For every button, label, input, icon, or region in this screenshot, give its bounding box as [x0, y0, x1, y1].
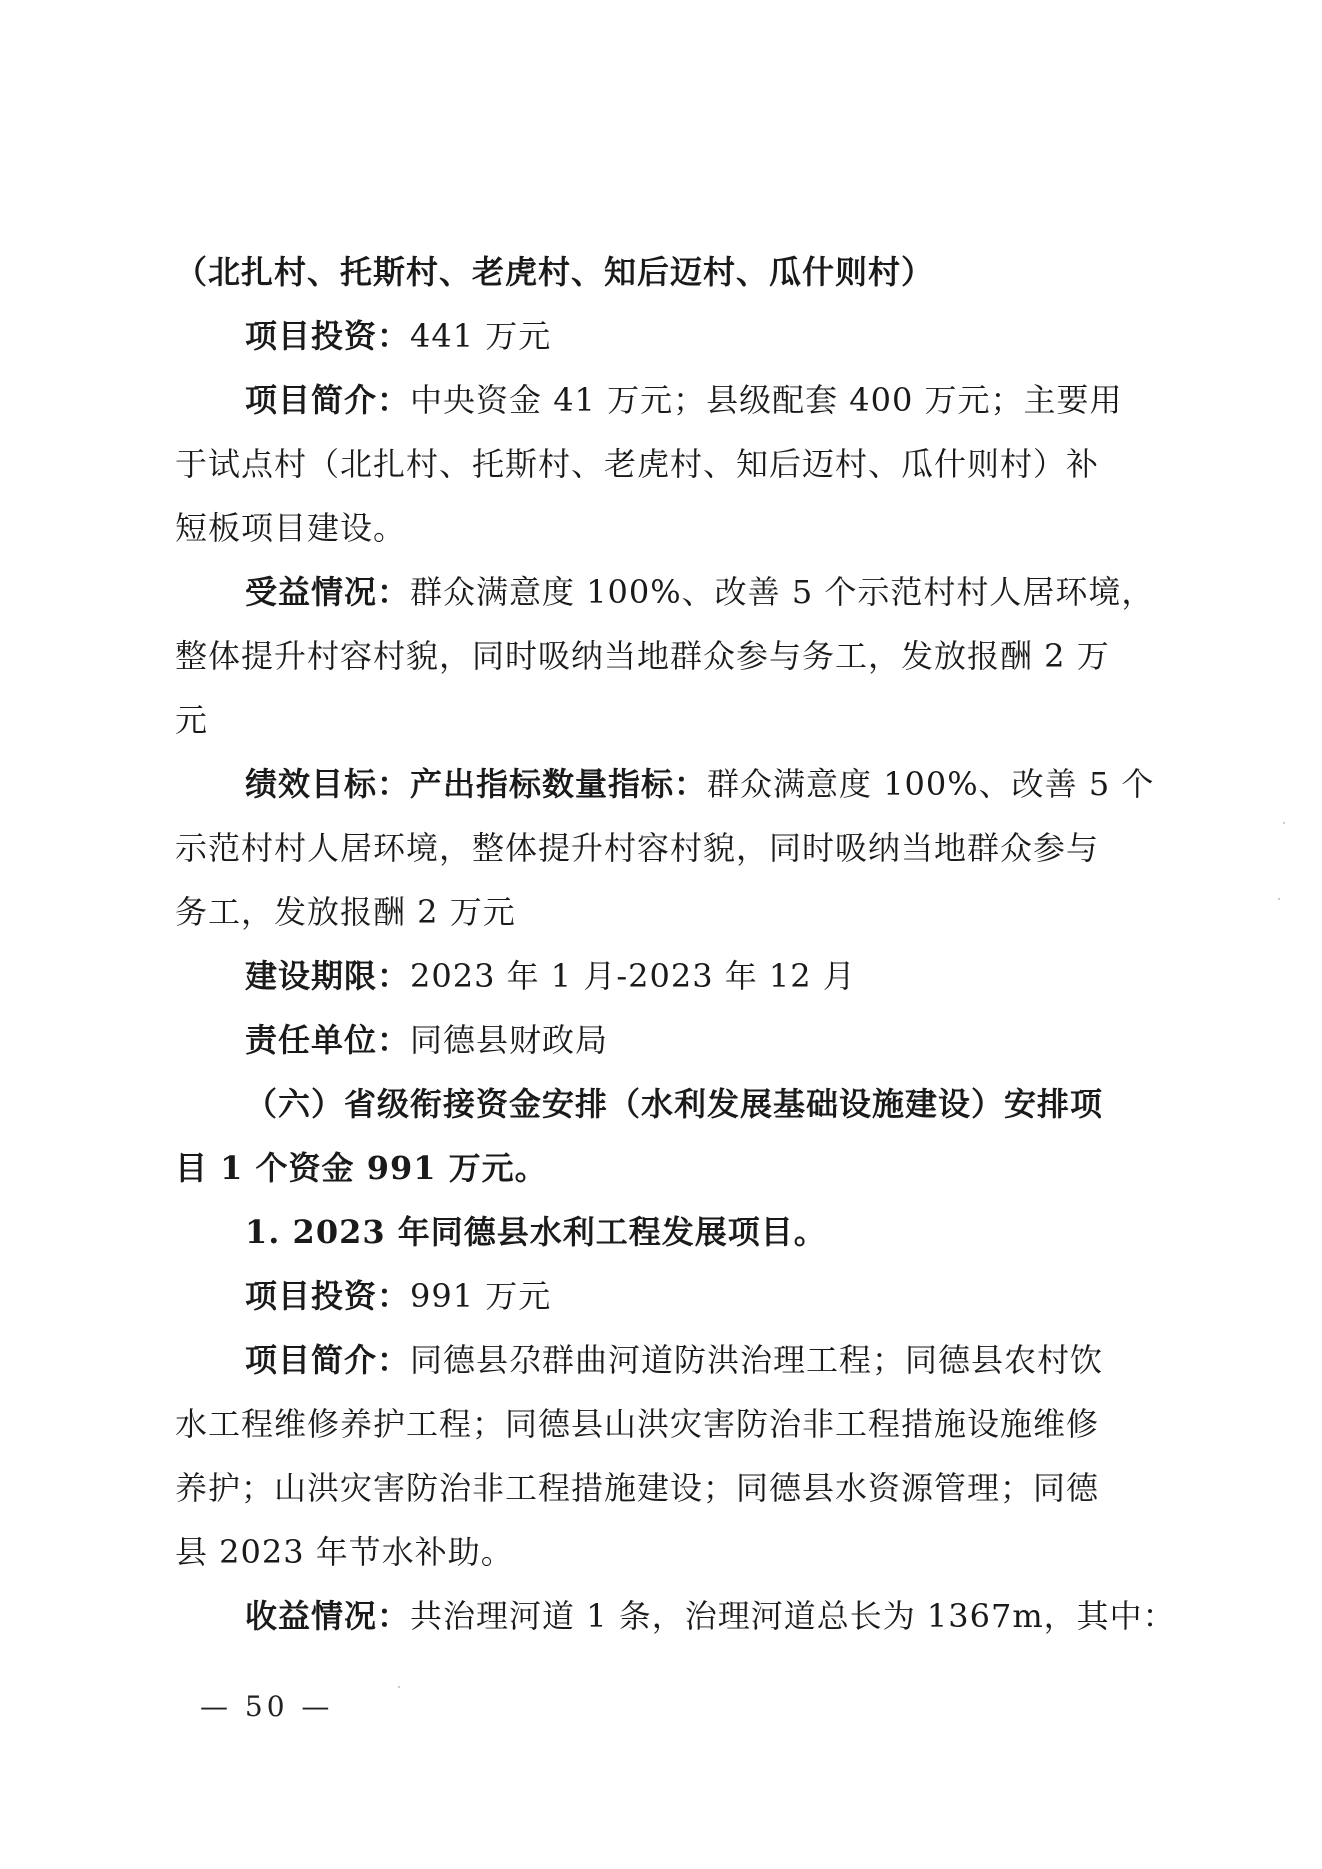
benefit-line-1 — [175, 560, 1165, 624]
scan-speck — [1278, 898, 1280, 900]
investment-value: 441 万元 — [410, 317, 552, 355]
body-text — [175, 240, 1176, 1648]
benefit-line-2 — [175, 624, 1165, 688]
income-label: 收益情况： — [245, 1597, 411, 1635]
target-line-3 — [175, 880, 1165, 944]
summary-value: 同德县尕群曲河道防洪治理工程；同德县农村饮 — [410, 1341, 1104, 1379]
summary-line-3 — [175, 496, 1165, 560]
summary-continuation: 于试点村（北扎村、托斯村、老虎村、知后迈村、瓜什则村）补 — [175, 445, 1100, 483]
summary-value: 中央资金 41 万元；县级配套 400 万元；主要用 — [410, 381, 1123, 419]
target-line-1 — [175, 752, 1165, 816]
investment-value: 991 万元 — [410, 1277, 552, 1315]
summary-line-2 — [175, 432, 1165, 496]
scan-speck — [398, 1686, 400, 1688]
summary-label: 项目简介： — [245, 381, 411, 419]
period-line — [175, 944, 1165, 1008]
target-label: 绩效目标：产出指标数量指标： — [245, 765, 708, 803]
investment-line-1 — [175, 304, 1165, 368]
investment-line-2 — [175, 1264, 1165, 1328]
summary-line-1 — [175, 368, 1165, 432]
villages-line — [175, 240, 1165, 304]
page-number: — 50 — — [200, 1690, 334, 1723]
project-title: 1. 2023 年同德县水利工程发展项目。 — [245, 1213, 827, 1251]
target-continuation: 务工，发放报酬 2 万元 — [175, 893, 516, 931]
benefit-continuation: 整体提升村容村貌，同时吸纳当地群众参与务工，发放报酬 2 万 — [175, 637, 1110, 675]
section-heading-line-1 — [175, 1072, 1165, 1136]
responsible-label: 责任单位： — [245, 1021, 411, 1059]
investment-label: 项目投资： — [245, 1277, 411, 1315]
summary-label: 项目简介： — [245, 1341, 411, 1379]
benefit-label: 受益情况： — [245, 573, 411, 611]
section-heading: （六）省级衔接资金安排（水利发展基础设施建设）安排项 — [245, 1085, 1104, 1123]
target-continuation: 示范村村人居环境，整体提升村容村貌，同时吸纳当地群众参与 — [175, 829, 1100, 867]
summary-line-4 — [175, 1328, 1165, 1392]
summary-continuation: 水工程维修养护工程；同德县山洪灾害防治非工程措施设施维修 — [175, 1405, 1100, 1443]
summary-line-5 — [175, 1392, 1165, 1456]
target-value: 群众满意度 100%、改善 5 个 — [707, 765, 1155, 803]
summary-continuation: 养护；山洪灾害防治非工程措施建设；同德县水资源管理；同德 — [175, 1469, 1100, 1507]
period-label: 建设期限： — [245, 957, 411, 995]
benefit-value: 群众满意度 100%、改善 5 个示范村村人居环境， — [410, 573, 1155, 611]
income-value: 共治理河道 1 条，治理河道总长为 1367m，其中： — [410, 1597, 1176, 1635]
summary-continuation: 县 2023 年节水补助。 — [175, 1533, 514, 1571]
responsible-value: 同德县财政局 — [410, 1021, 609, 1059]
benefit-line-3 — [175, 688, 1165, 752]
responsible-line — [175, 1008, 1165, 1072]
summary-line-7 — [175, 1520, 1165, 1584]
income-line — [175, 1584, 1176, 1648]
investment-label: 项目投资： — [245, 317, 411, 355]
target-line-2 — [175, 816, 1165, 880]
summary-continuation: 短板项目建设。 — [175, 509, 407, 547]
villages-list: （北扎村、托斯村、老虎村、知后迈村、瓜什则村） — [175, 253, 935, 291]
period-value: 2023 年 1 月-2023 年 12 月 — [410, 957, 856, 995]
section-heading-continuation: 目 1 个资金 991 万元。 — [175, 1149, 548, 1187]
scan-speck — [1283, 822, 1285, 824]
benefit-continuation: 元 — [175, 701, 209, 739]
section-heading-line-2 — [175, 1136, 1165, 1200]
project-title-line — [175, 1200, 1165, 1264]
summary-line-6 — [175, 1456, 1165, 1520]
